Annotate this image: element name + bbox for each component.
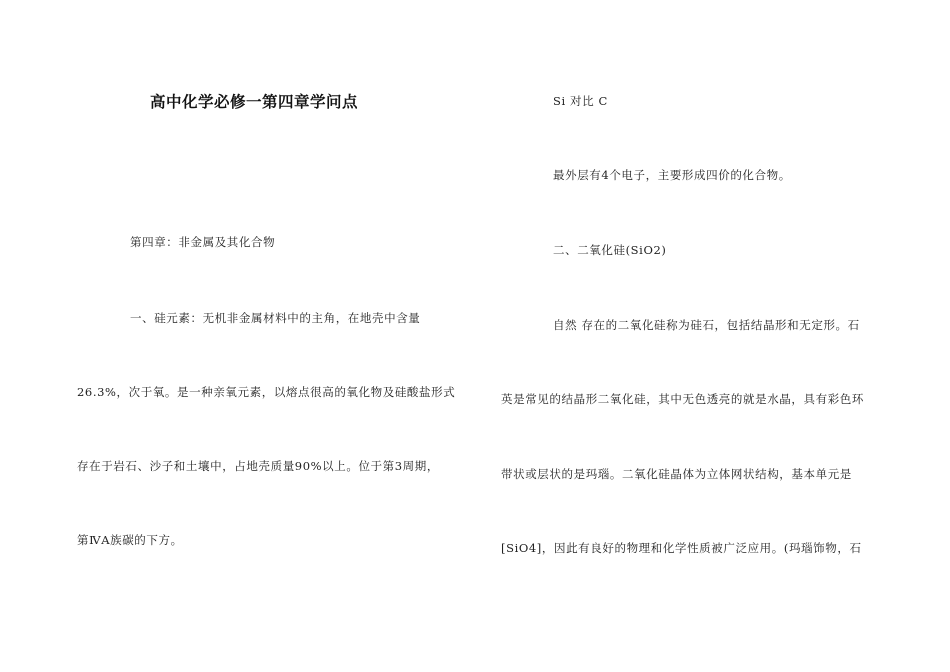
silicon-paragraph-line-2: 26.3%，次于氧。是一种亲氧元素，以熔点很高的氧化物及硅酸盐形式 [77, 385, 456, 399]
sio2-paragraph-line-2: 英是常见的结晶形二氧化硅，其中无色透亮的就是水晶，具有彩色环 [501, 392, 864, 406]
silicon-paragraph-line-1: 一、硅元素：无机非金属材料中的主角，在地壳中含量 [130, 311, 421, 325]
sio2-section-heading: 二、二氧化硅(SiO2) [553, 243, 667, 257]
sio2-paragraph-line-4: [SiO4]，因此有良好的物理和化学性质被广泛应用。(玛瑙饰物，石 [501, 541, 862, 555]
si-vs-c-heading: Si 对比 C [553, 94, 608, 108]
silicon-paragraph-line-3: 存在于岩石、沙子和土壤中，占地壳质量90%以上。位于第3周期， [77, 459, 439, 473]
sio2-paragraph-line-3: 带状或层状的是玛瑙。二氧化硅晶体为立体网状结构，基本单元是 [501, 467, 852, 481]
si-vs-c-text: 最外层有4个电子，主要形成四价的化合物。 [553, 168, 791, 182]
sio2-paragraph-line-1: 自然 存在的二氧化硅称为硅石，包括结晶形和无定形。石 [553, 318, 860, 332]
chapter-heading: 第四章：非金属及其化合物 [130, 235, 276, 249]
silicon-paragraph-line-4: 第ⅣA族碳的下方。 [77, 533, 183, 547]
document-title: 高中化学必修一第四章学问点 [150, 93, 359, 111]
